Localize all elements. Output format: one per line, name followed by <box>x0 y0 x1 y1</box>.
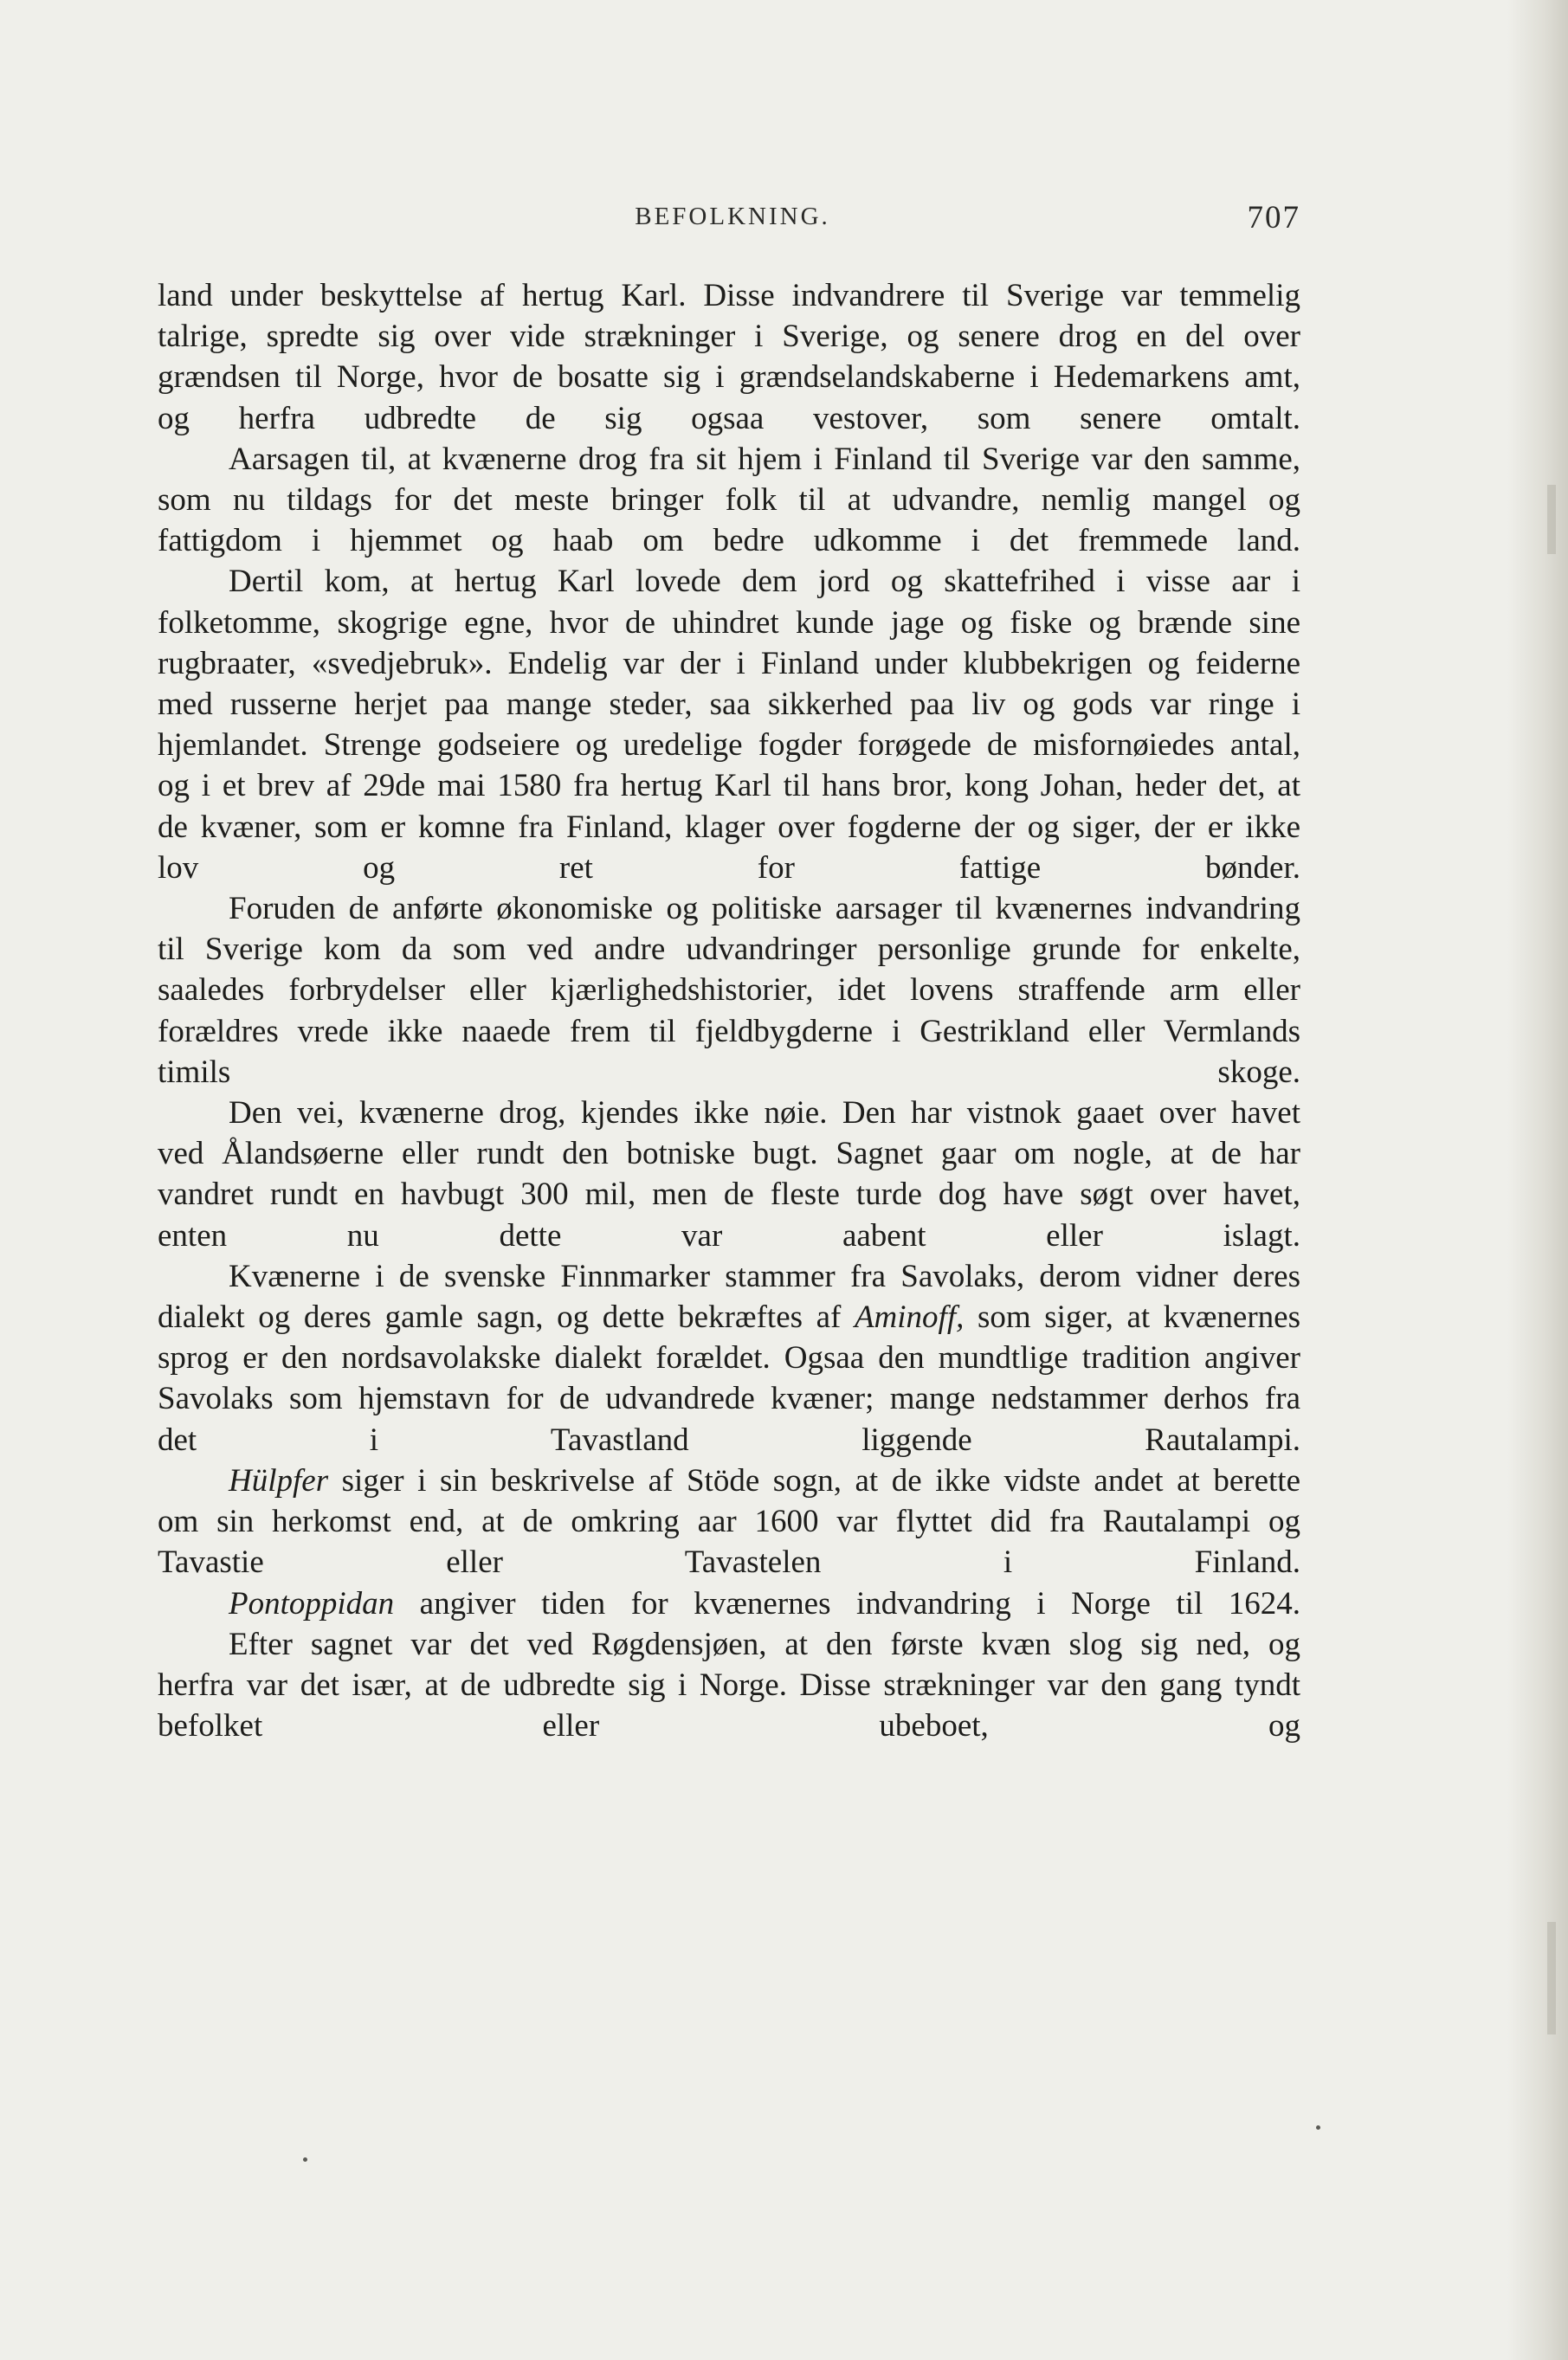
paragraph-text: som siger, at kvænernes sprog er den nordsavolakske dialekt forældet. Ogsaa den mundtlige tradition angiver Savolaks som hjemstavn for de udvandrede kvæner; mange nedstammer derhos fra det i Tavastland liggende Rautalampi. <box>158 1299 1300 1458</box>
author-name-hulpfer: Hülpfer <box>229 1462 329 1499</box>
scan-edge-shadow <box>1507 0 1568 2360</box>
author-name-pontoppidan: Pontoppidan <box>229 1585 395 1622</box>
paragraph-text: Kvænerne i de svenske Finnmarker stammer fra Savolaks, derom vidner deres dialekt og deres gamle sagn, og dette bekræftes af <box>158 1258 1300 1336</box>
paragraph <box>158 1583 1300 1624</box>
paragraph: land under beskyttelse af hertug Karl. Disse indvandrere til Sverige var temmelig talrige, spredte sig over vide strækninger i Sverige, og senere drog en del over grændsen til Norge, hvor de bosatte sig i grændselandskaberne i Hedemarkens amt, og herfra udbredte de sig ogsaa vestover, som senere omtalt. <box>158 278 1300 436</box>
scan-speck <box>303 2157 307 2162</box>
paragraph: Foruden de anførte økonomiske og politiske aarsager til kvænernes indvandring til Sverige kom da som ved andre udvandringer personlige grunde for enkelte, saaledes forbrydelser eller kjærlighedshistorier, idet lovens straffende arm eller forældres vrede ikke naaede frem til fjeldbygderne i Gestrikland eller Vermlands timils skoge. <box>158 891 1300 1090</box>
paragraph: Den vei, kvænerne drog, kjendes ikke nøie. Den har vistnok gaaet over havet ved Ålandsøerne eller rundt den botniske bugt. Sagnet gaar om nogle, at de har vandret rundt en havbugt 300 mil, men de fleste turde dog have søgt over havet, enten nu dette var aabent eller islagt. <box>158 1095 1300 1254</box>
running-head <box>165 199 1300 241</box>
scan-speck <box>1316 2125 1320 2130</box>
body-text <box>158 275 1300 1746</box>
paragraph <box>158 1256 1300 1460</box>
paragraph: Aarsagen til, at kvænerne drog fra sit hjem i Finland til Sverige var den samme, som nu tildags for det meste bringer folk til at udvandre, nemlig mangel og fattigdom i hjemmet og haab om bedre udkomme i det fremmede land. <box>158 441 1300 559</box>
paragraph-text: siger i sin beskrivelse af Stöde sogn, at de ikke vidste andet at berette om sin herkomst end, at de omkring aar 1600 var flyttet did fra Rautalampi og Tavastie eller Tavastelen i Finland. <box>158 1462 1300 1581</box>
scan-edge-mark <box>1547 1922 1556 2034</box>
paragraph <box>158 1460 1300 1583</box>
running-head-title: BEFOLKNING. <box>635 203 830 230</box>
paragraph: Dertil kom, at hertug Karl lovede dem jord og skattefrihed i visse aar i folketomme, skogrige egne, hvor de uhindret kunde jage og fiske og brænde sine rugbraater, «svedjebruk». Endelig var der i Finland under klubbekrigen og feiderne med russerne herjet paa mange steder, saa sikkerhed paa liv og gods var ringe i hjemlandet. Strenge godseiere og uredelige fogder forøgede de misfornøiedes antal, og i et brev af 29de mai 1580 fra hertug Karl til hans bror, kong Johan, heder det, at de kvæner, som er komne fra Finland, klager over fogderne der og siger, der er ikke lov og ret for fattige bønder. <box>158 564 1300 886</box>
paragraph-text: angiver tiden for kvænernes indvandring i Norge til 1624. <box>394 1585 1300 1622</box>
paragraph: Efter sagnet var det ved Røgdensjøen, at den første kvæn slog sig ned, og herfra var det især, at de udbredte sig i Norge. Disse strækninger var den gang tyndt befolket eller ubeboet, og <box>158 1626 1300 1744</box>
scan-edge-mark <box>1547 485 1556 554</box>
page-number: 707 <box>1247 200 1300 235</box>
author-name-aminoff: Aminoff, <box>854 1299 965 1336</box>
